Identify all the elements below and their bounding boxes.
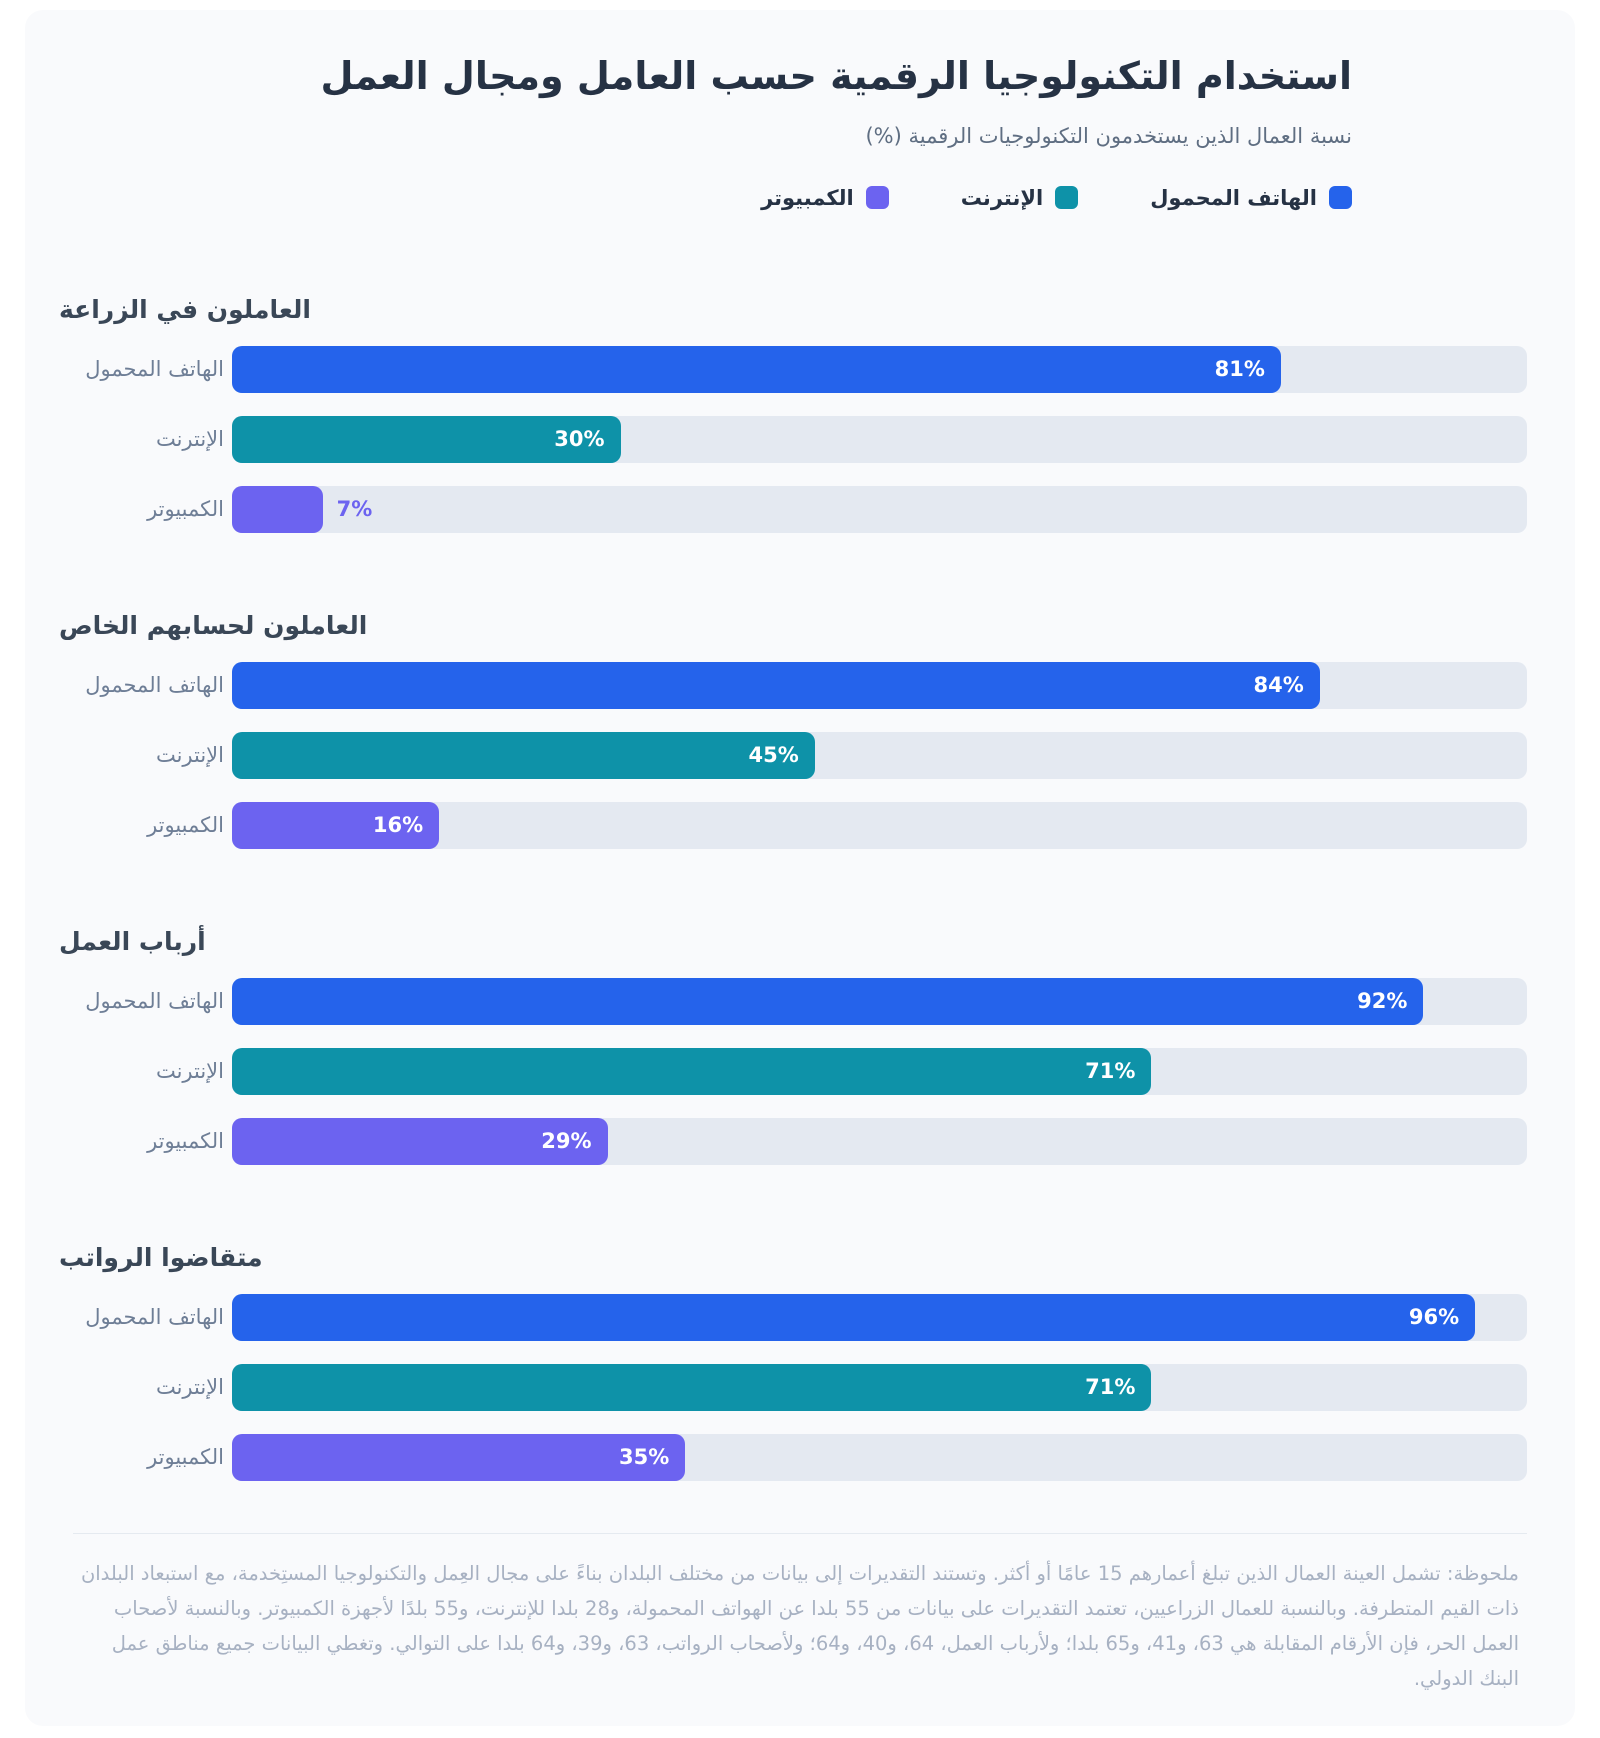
bar-fill-internet bbox=[232, 1364, 1151, 1411]
row-label-computer: الكمبيوتر bbox=[147, 1129, 224, 1154]
chart-title: استخدام التكنولوجيا الرقمية حسب العامل ومجال العمل bbox=[320, 54, 1352, 98]
bar-value: 71% bbox=[1085, 1059, 1136, 1084]
group-title-1: العاملون لحسابهم الخاص bbox=[59, 610, 368, 640]
bar-fill-computer bbox=[232, 486, 323, 533]
bar-fill-computer bbox=[232, 802, 439, 849]
bar-value: 96% bbox=[1408, 1305, 1460, 1330]
bar-track-internet bbox=[232, 732, 1527, 779]
row-label-mobile-phone: الهاتف المحمول bbox=[85, 989, 224, 1014]
group-title-0: العاملون في الزراعة bbox=[59, 294, 311, 324]
bar-row bbox=[59, 1364, 1527, 1411]
row-label-computer: الكمبيوتر bbox=[147, 1445, 224, 1470]
group-title-3: متقاضوا الرواتب bbox=[59, 1242, 263, 1272]
legend-label-internet: الإنترنت bbox=[960, 185, 1044, 210]
group-3 bbox=[59, 1243, 1527, 1481]
bar-fill-internet bbox=[232, 1048, 1151, 1095]
bar-value: 7% bbox=[336, 497, 373, 522]
bar-track-computer bbox=[232, 1434, 1527, 1481]
bar-track-computer bbox=[232, 1118, 1527, 1165]
row-label-mobile-phone: الهاتف المحمول bbox=[85, 357, 224, 382]
row-label-internet: الإنترنت bbox=[155, 743, 224, 768]
chart-body bbox=[59, 295, 1527, 1481]
chart-subtitle: نسبة العمال الذين يستخدمون التكنولوجيات الرقمية (%) bbox=[865, 123, 1352, 148]
legend-item-computer bbox=[761, 186, 889, 210]
bar-row bbox=[59, 662, 1527, 709]
bar-value: 29% bbox=[541, 1129, 592, 1154]
legend bbox=[59, 186, 1352, 210]
bar-fill-mobile-phone bbox=[232, 662, 1320, 709]
bar-row bbox=[59, 486, 1527, 533]
group-2 bbox=[59, 927, 1527, 1165]
row-label-computer: الكمبيوتر bbox=[147, 813, 224, 838]
row-label-mobile-phone: الهاتف المحمول bbox=[85, 673, 224, 698]
bar-row bbox=[59, 1294, 1527, 1341]
bar-track-mobile-phone bbox=[232, 1294, 1527, 1341]
bar-track-internet bbox=[232, 1364, 1527, 1411]
bar-value: 16% bbox=[372, 813, 424, 838]
bar-row bbox=[59, 732, 1527, 779]
bar-fill-computer bbox=[232, 1118, 608, 1165]
row-label-internet: الإنترنت bbox=[155, 1059, 224, 1084]
chart-header bbox=[59, 54, 1527, 210]
bar-value: 30% bbox=[554, 427, 605, 452]
bar-fill-internet bbox=[232, 732, 815, 779]
bar-track-computer bbox=[232, 802, 1527, 849]
bar-row bbox=[59, 1048, 1527, 1095]
bar-row bbox=[59, 802, 1527, 849]
bar-row bbox=[59, 1118, 1527, 1165]
bar-track-mobile-phone bbox=[232, 978, 1527, 1025]
internet-swatch bbox=[1055, 186, 1078, 209]
bar-row bbox=[59, 346, 1527, 393]
bar-fill-mobile-phone bbox=[232, 346, 1281, 393]
bar-track-internet bbox=[232, 416, 1527, 463]
bar-value: 92% bbox=[1357, 989, 1408, 1014]
group-1 bbox=[59, 611, 1527, 849]
legend-item-internet bbox=[961, 186, 1078, 210]
computer-swatch bbox=[866, 186, 889, 209]
mobile-phone-swatch bbox=[1329, 186, 1352, 209]
bar-track-internet bbox=[232, 1048, 1527, 1095]
bar-row bbox=[59, 978, 1527, 1025]
bar-value: 35% bbox=[618, 1445, 670, 1470]
row-label-internet: الإنترنت bbox=[155, 1375, 224, 1400]
bar-fill-internet bbox=[232, 416, 621, 463]
bar-fill-mobile-phone bbox=[232, 1294, 1475, 1341]
bar-value: 71% bbox=[1085, 1375, 1136, 1400]
bar-row bbox=[59, 416, 1527, 463]
bar-track-computer bbox=[232, 486, 1527, 533]
group-0 bbox=[59, 295, 1527, 533]
row-label-computer: الكمبيوتر bbox=[147, 497, 224, 522]
legend-label-computer: الكمبيوتر bbox=[761, 185, 854, 210]
bar-track-mobile-phone bbox=[232, 662, 1527, 709]
chart-note: ملحوظة: تشمل العينة العمال الذين تبلغ أعمارهم 15 عامًا أو أكثر. وتستند التقديرات إلى بيانات من مختلف البلدان بناءً على مجال العِمل والتكنولوجيا المستِخدمة، مع استبعاد البلدان ذات القيم المتطرفة. وبالنسبة للعمال الزراعيين، تعتمد التقديرات على بيانات من 55 بلدا عن الهواتف المحمولة، و28 بلدا للإنترنت، و55 بلدًا لأجهزة الكمبيوتر. وبالنسبة لأصحاب العمل الحر، فإن الأرقام المقابلة هي 63، و41، و65 بلدا؛ ولأرباب العمل، 64، و40، و64؛ ولأصحاب الرواتب، 63، و39، و64 بلدا على التوالي. وتغطي البيانات جميع مناطق عمل البنك الدولي. bbox=[80, 1561, 1519, 1690]
bar-row bbox=[59, 1434, 1527, 1481]
row-label-mobile-phone: الهاتف المحمول bbox=[85, 1305, 224, 1330]
bar-track-mobile-phone bbox=[232, 346, 1527, 393]
chart-card bbox=[25, 10, 1575, 1726]
bar-value: 45% bbox=[748, 743, 799, 768]
group-title-2: أرباب العمل bbox=[59, 926, 206, 956]
bar-value: 81% bbox=[1214, 357, 1265, 382]
bar-value: 84% bbox=[1253, 673, 1304, 698]
row-label-internet: الإنترنت bbox=[155, 427, 224, 452]
bar-fill-mobile-phone bbox=[232, 978, 1423, 1025]
legend-item-mobile-phone bbox=[1150, 186, 1352, 210]
legend-label-mobile-phone: الهاتف المحمول bbox=[1150, 185, 1317, 210]
bar-fill-computer bbox=[232, 1434, 685, 1481]
